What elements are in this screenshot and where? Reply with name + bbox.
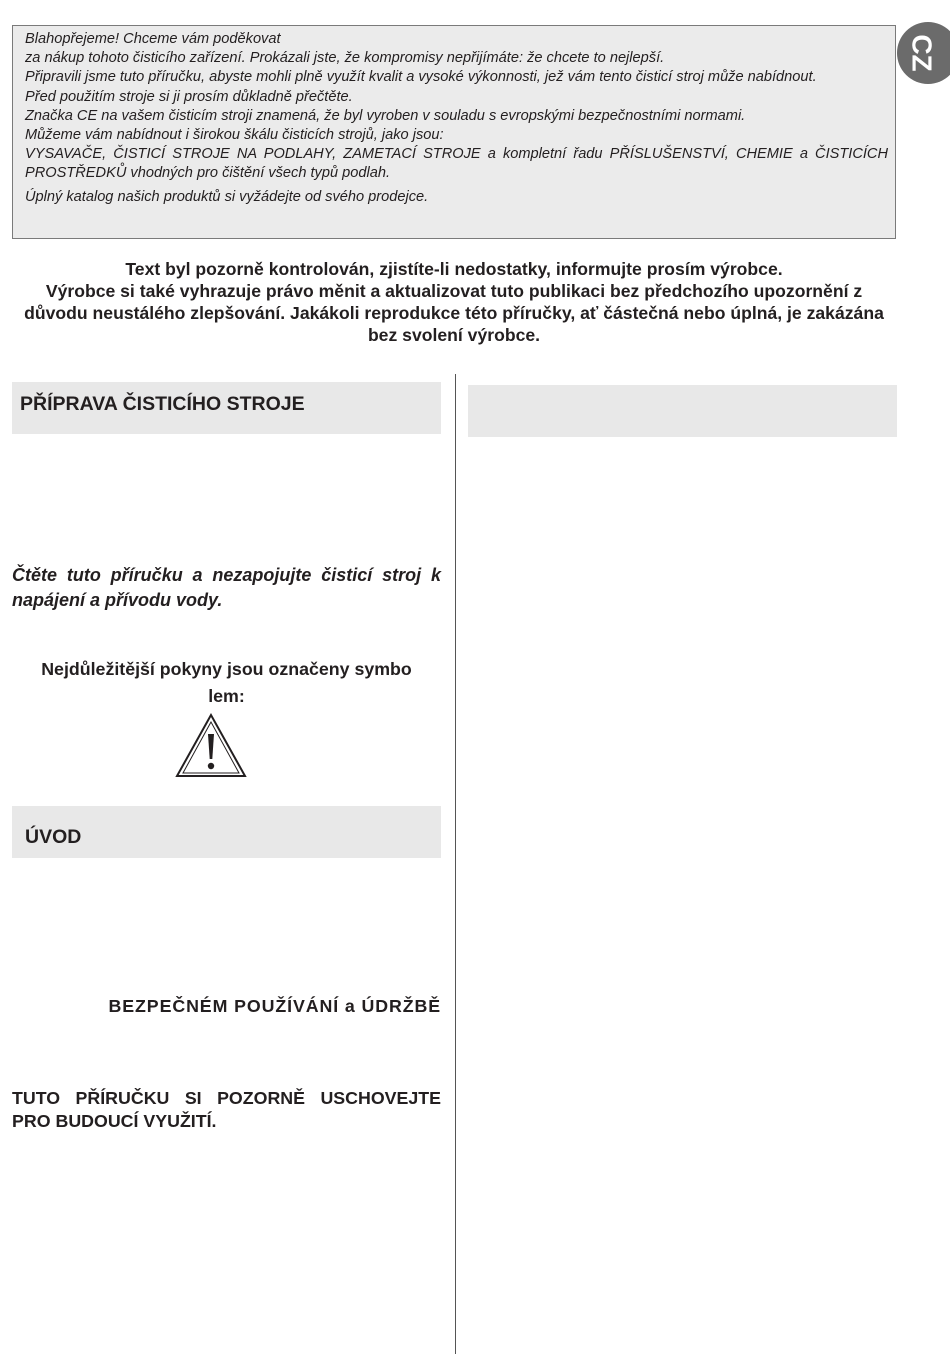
intro-line: Blahopřejeme! Chceme vám poděkovat — [25, 31, 281, 47]
language-badge — [897, 22, 950, 84]
symbol-note — [12, 656, 441, 710]
language-badge-label: CZ — [906, 34, 938, 72]
section-header-preparation — [12, 382, 441, 434]
keep-manual-note: TUTO PŘÍRUČKU SI POZORNĚ USCHOVEJTE PRO BUDOUCÍ VYUŽITÍ. — [12, 1088, 441, 1131]
section-title: ÚVOD — [25, 826, 82, 848]
section-title: PŘÍPRAVA ČISTICÍHO STROJE — [20, 393, 305, 415]
intro-line: za nákup tohoto čisticího zařízení. Prokázali jste, že kompromisy nepřijímáte: že chcete to nejlepší. — [25, 50, 665, 67]
safety-heading: BEZPEČNÉM POUŽÍVÁNÍ a ÚDRŽBĚ — [108, 996, 441, 1016]
notice-line-1: Text byl pozorně kontrolován, zjistíte-li nedostatky, informujte prosím výrobce. — [125, 259, 783, 279]
intro-line: Připravili jsme tuto příručku, abyste mohli plně využít kvalit a vysoké výkonnosti, jež vám tento čisticí stroj může nabídnout. — [25, 69, 817, 86]
publisher-notice — [12, 258, 896, 346]
intro-line: Značka CE na vašem čisticím stroji znamená, že byl vyroben v souladu s evropskými bezpečnostními normami. — [25, 107, 746, 124]
symbol-note-line: lem: — [208, 686, 245, 706]
intro-line: VYSAVAČE, ČISTICÍ STROJE NA PODLAHY, ZAMETACÍ STROJE a kompletní řadu PŘÍSLUŠENSTVÍ, CHEMIE a ČISTICÍCH PROSTŘEDKŮ vhodných pro čištění všech typů podlah. — [25, 146, 888, 182]
section-header-right-empty — [468, 385, 897, 437]
column-divider — [455, 374, 456, 1354]
symbol-note-line: Nejdůležitější pokyny jsou označeny symbo — [41, 659, 412, 679]
read-warning: Čtěte tuto příručku a nezapojujte čisticí stroj k napájení a přívodu vody. — [12, 565, 441, 610]
section-header-intro — [12, 806, 441, 858]
intro-box — [12, 25, 896, 239]
catalog-line: Úplný katalog našich produktů si vyžádejte od svého prodejce. — [25, 188, 429, 205]
notice-line-2: Výrobce si také vyhrazuje právo měnit a aktualizovat tuto publikaci bez předchozího upozornění z důvodu neustálého zlepšování. Jakákoli reprodukce této příručky, ať částečná nebo úplná, je zakázána bez svolení výrobce. — [24, 281, 884, 345]
warning-triangle-icon — [175, 712, 247, 778]
intro-line: Můžeme vám nabídnout i širokou škálu čisticích strojů, jako jsou: — [25, 127, 444, 144]
intro-line: Před použitím stroje si ji prosím důkladně přečtěte. — [25, 88, 353, 105]
